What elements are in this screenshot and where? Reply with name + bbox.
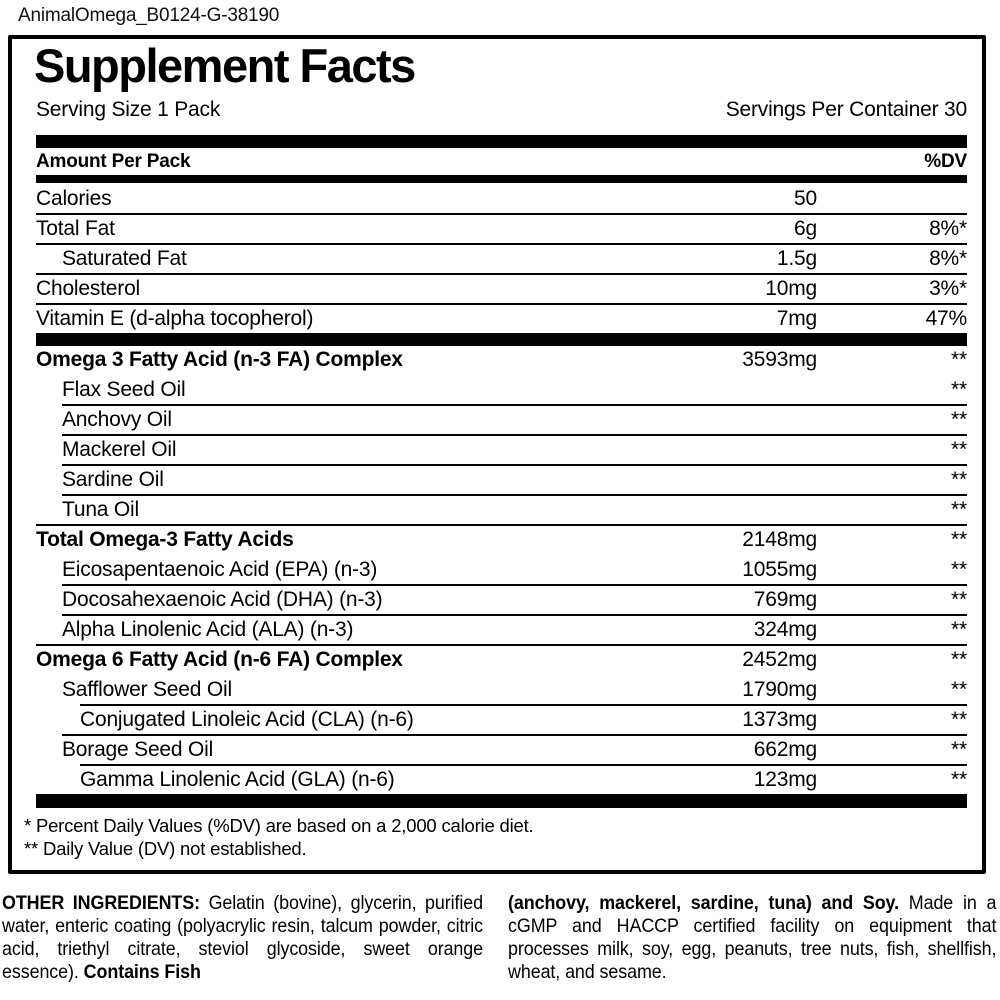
nutrient-amount: 123mg — [753, 767, 817, 791]
table-row — [36, 376, 967, 404]
nutrient-amount: 2148mg — [742, 527, 817, 551]
nutrient-dv: ** — [951, 497, 967, 521]
nutrient-name: Conjugated Linoleic Acid (CLA) (n-6) — [80, 707, 414, 731]
thick-rule — [36, 135, 967, 148]
nutrient-dv: ** — [951, 347, 967, 371]
nutrient-dv: ** — [951, 617, 967, 641]
nutrient-name: Docosahexaenoic Acid (DHA) (n-3) — [62, 587, 383, 611]
nutrient-name: Flax Seed Oil — [62, 377, 186, 401]
other-ingredients-list: Gelatin (bovine), glycerin, purified water, enteric coating (polyacrylic resin, talcum powder, citric acid, triethyl citrate, steviol glycoside, sweet orange essence). — [2, 891, 484, 983]
nutrient-name: Anchovy Oil — [62, 407, 172, 431]
nutrient-amount: 2452mg — [742, 647, 817, 671]
table-row — [36, 466, 967, 494]
table-row — [36, 616, 967, 644]
table-row — [36, 185, 967, 213]
nutrient-dv: ** — [951, 377, 967, 401]
nutrient-name: Total Fat — [36, 216, 115, 240]
nutrient-name: Vitamin E (d-alpha tocopherol) — [36, 306, 314, 330]
other-ingredients-heading: OTHER INGREDIENTS: — [2, 891, 209, 914]
nutrient-dv: ** — [951, 407, 967, 431]
nutrient-amount: 6g — [794, 216, 817, 240]
table-row — [36, 305, 967, 333]
dv-column-header: %DV — [924, 150, 967, 172]
nutrient-dv: 47% — [925, 306, 967, 330]
table-row — [36, 586, 967, 614]
nutrient-dv: ** — [951, 707, 967, 731]
table-row — [36, 346, 967, 374]
nutrient-name: Calories — [36, 186, 112, 210]
serving-size: Serving Size 1 Pack — [36, 97, 221, 121]
table-row — [36, 245, 967, 273]
other-ingredients-right-column — [508, 892, 996, 984]
table-row — [36, 556, 967, 584]
table-row — [36, 526, 967, 554]
nutrient-dv: ** — [951, 437, 967, 461]
nutrient-amount: 1.5g — [776, 246, 817, 270]
nutrient-dv: ** — [951, 677, 967, 701]
nutrient-name: Eicosapentaenoic Acid (EPA) (n-3) — [62, 557, 378, 581]
nutrient-amount: 1790mg — [742, 677, 817, 701]
nutrient-amount: 662mg — [753, 737, 817, 761]
supplement-facts-main — [12, 39, 982, 808]
nutrient-amount: 50 — [794, 186, 817, 210]
allergen-bold-notice: (anchovy, mackerel, sardine, tuna) and Soy. — [508, 891, 909, 914]
other-ingredients-left-column — [2, 892, 483, 984]
table-row — [36, 275, 967, 303]
nutrient-name: Cholesterol — [36, 276, 141, 300]
table-row — [36, 766, 967, 794]
other-ingredients-section — [0, 872, 1000, 997]
amount-column-header: Amount Per Pack — [36, 150, 191, 172]
contains-fish-notice: Contains Fish — [83, 960, 201, 983]
panel-title: Supplement Facts — [34, 39, 415, 92]
nutrient-amount: 7mg — [776, 306, 817, 330]
nutrient-dv: ** — [951, 587, 967, 611]
nutrient-amount: 769mg — [753, 587, 817, 611]
nutrient-dv: 8%* — [929, 216, 967, 240]
servings-per-container: Servings Per Container 30 — [725, 97, 967, 121]
thick-rule — [36, 333, 967, 346]
nutrient-amount: 324mg — [753, 617, 817, 641]
footnote-dv-not-established: ** Daily Value (DV) not established. — [24, 837, 307, 859]
column-header-row — [36, 148, 967, 175]
table-row — [36, 215, 967, 243]
serving-row — [36, 98, 967, 122]
nutrient-dv: ** — [951, 467, 967, 491]
nutrient-name: Borage Seed Oil — [62, 737, 214, 761]
footnote-dv-basis: * Percent Daily Values (%DV) are based on a 2,000 calorie diet. — [24, 814, 534, 836]
table-row — [36, 676, 967, 704]
nutrient-name: Saturated Fat — [62, 246, 187, 270]
nutrient-name: Alpha Linolenic Acid (ALA) (n-3) — [62, 617, 354, 641]
nutrient-dv: 3%* — [929, 276, 967, 300]
nutrient-name: Mackerel Oil — [62, 437, 177, 461]
table-row — [36, 736, 967, 764]
nutrient-dv: ** — [951, 767, 967, 791]
nutrient-name: Safflower Seed Oil — [62, 677, 232, 701]
nutrient-dv: 8%* — [929, 246, 967, 270]
nutrient-dv: ** — [951, 527, 967, 551]
nutrient-dv: ** — [951, 647, 967, 671]
table-row — [36, 646, 967, 674]
nutrient-name: Total Omega-3 Fatty Acids — [36, 527, 294, 551]
nutrient-name: Tuna Oil — [62, 497, 139, 521]
nutrient-name: Gamma Linolenic Acid (GLA) (n-6) — [80, 767, 395, 791]
nutrient-amount: 10mg — [765, 276, 817, 300]
file-label: AnimalOmega_B0124-G-38190 — [18, 5, 280, 26]
nutrient-amount: 1055mg — [742, 557, 817, 581]
thick-rule — [36, 175, 967, 183]
supplement-facts-panel — [8, 35, 986, 874]
nutrient-name: Sardine Oil — [62, 467, 164, 491]
footnotes — [12, 808, 982, 870]
nutrient-dv: ** — [951, 737, 967, 761]
nutrient-dv: ** — [951, 557, 967, 581]
nutrient-amount: 3593mg — [742, 347, 817, 371]
thick-rule — [36, 794, 967, 808]
table-row — [36, 436, 967, 464]
table-row — [36, 406, 967, 434]
table-row — [36, 496, 967, 524]
nutrient-amount: 1373mg — [742, 707, 817, 731]
nutrient-name: Omega 6 Fatty Acid (n-6 FA) Complex — [36, 647, 403, 671]
nutrient-name: Omega 3 Fatty Acid (n-3 FA) Complex — [36, 347, 403, 371]
table-row — [36, 706, 967, 734]
facility-notice: Made in a cGMP and HACCP certified facility on equipment that processes milk, soy, egg, peanuts, tree nuts, fish, shellfish, wheat, and sesame. — [508, 891, 997, 983]
